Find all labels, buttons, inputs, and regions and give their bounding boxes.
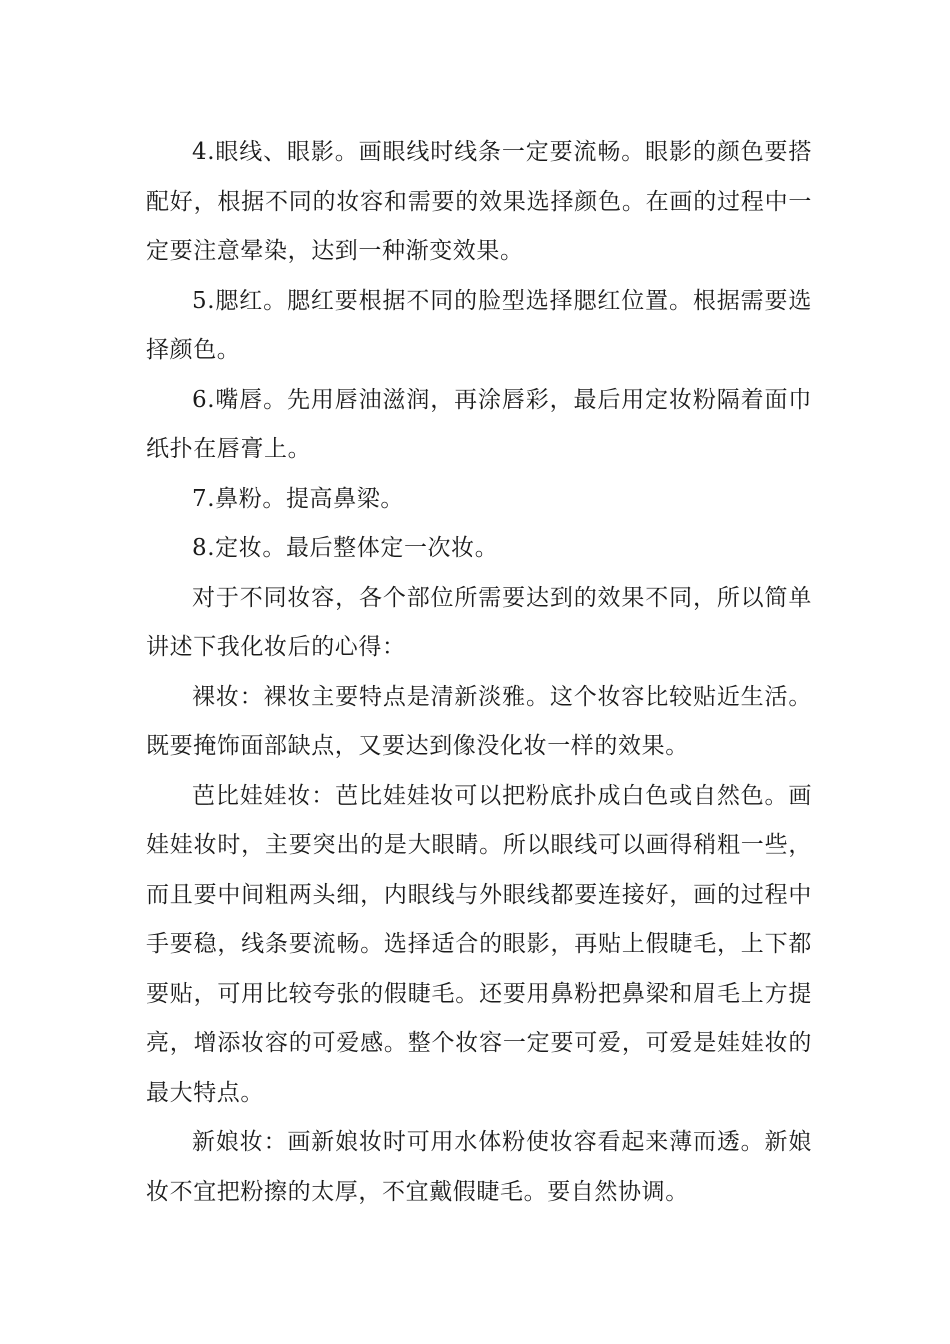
paragraph-eyeliner-eyeshadow: 4.眼线、眼影。画眼线时线条一定要流畅。眼影的颜色要搭配好，根据不同的妆容和需要的效果选择颜色。在画的过程中一定要注意晕染，达到一种渐变效果。 (146, 139, 812, 264)
paragraph-lips: 6.嘴唇。先用唇油滋润，再涂唇彩，最后用定妆粉隔着面巾纸扑在唇膏上。 (146, 386, 812, 462)
paragraph-nose-powder: 7.鼻粉。提高鼻梁。 (192, 485, 404, 512)
paragraph-barbie-makeup: 芭比娃娃妆：芭比娃娃妆可以把粉底扑成白色或自然色。画娃娃妆时，主要突出的是大眼睛。所以眼线可以画得稍粗一些，而且要中间粗两头细，内眼线与外眼线都要连接好，画的过程中手要稳，线条要流畅。选择适合的眼影，再贴上假睫毛，上下都要贴，可用比较夸张的假睫毛。还要用鼻粉把鼻梁和眉毛上方提亮，增添妆容的可爱感。整个妆容一定要可爱，可爱是娃娃妆的最大特点。 (146, 782, 812, 1106)
paragraph-blush: 5.腮红。腮红要根据不同的脸型选择腮红位置。根据需要选择颜色。 (146, 287, 812, 363)
paragraph-bridal-makeup: 新娘妆：画新娘妆时可用水体粉使妆容看起来薄而透。新娘妆不宜把粉擦的太厚，不宜戴假睫毛。要自然协调。 (146, 1129, 812, 1205)
paragraph-nude-makeup: 裸妆：裸妆主要特点是清新淡雅。这个妆容比较贴近生活。既要掩饰面部缺点，又要达到像没化妆一样的效果。 (146, 683, 812, 759)
document-body (146, 128, 812, 1217)
paragraph-setting: 8.定妆。最后整体定一次妆。 (192, 535, 499, 561)
paragraph-intro-experience: 对于不同妆容，各个部位所需要达到的效果不同，所以简单讲述下我化妆后的心得： (146, 584, 812, 660)
